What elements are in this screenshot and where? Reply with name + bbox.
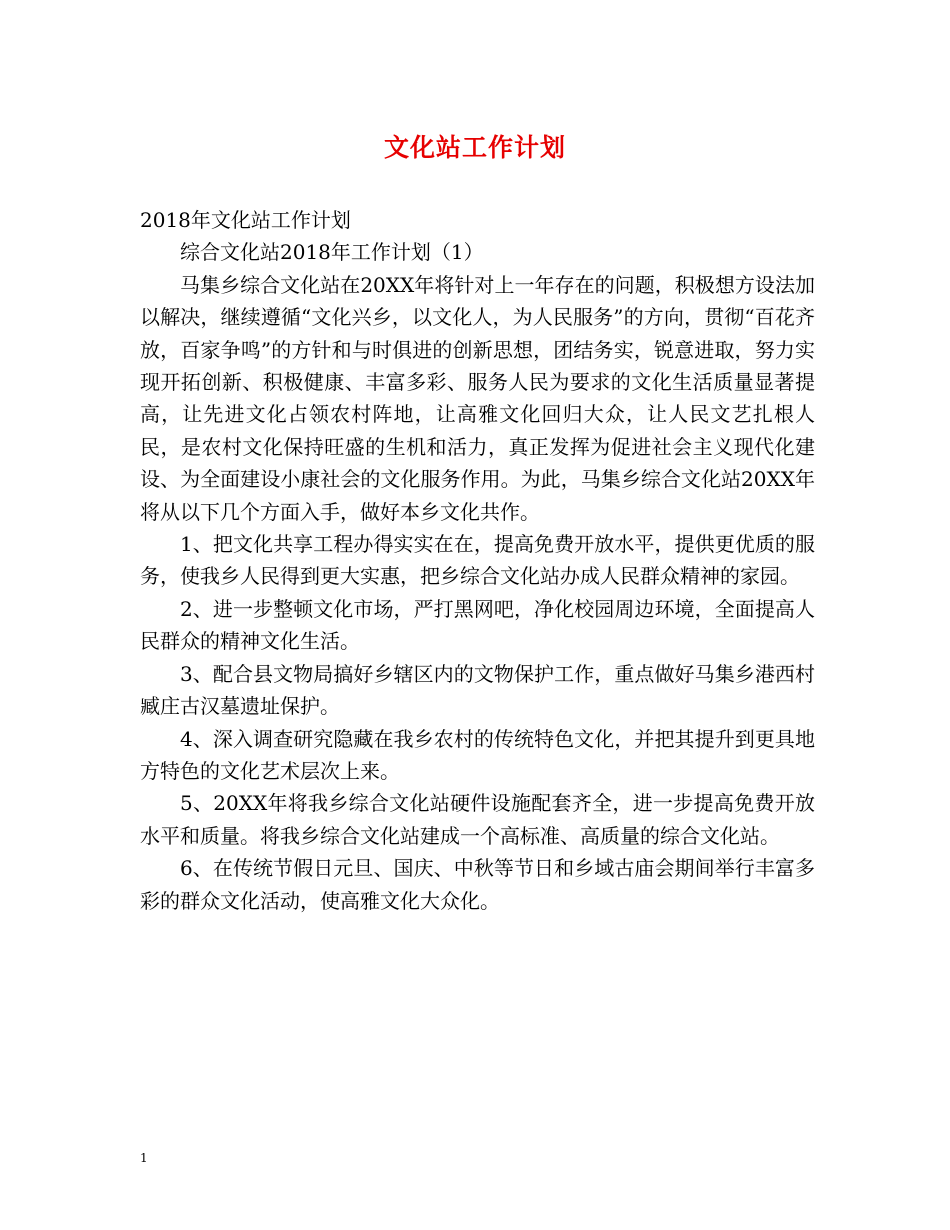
- page-number: 1: [140, 1151, 148, 1165]
- paragraph-item-4: 4、深入调查研究隐藏在我乡农村的传统特色文化，并把其提升到更具地方特色的文化艺术层次上来。: [140, 726, 815, 783]
- document-body: [140, 204, 815, 917]
- document-subheading: 综合文化站2018年工作计划（1）: [180, 240, 484, 265]
- paragraph-item-6: 6、在传统节假日元旦、国庆、中秋等节日和乡域古庙会期间举行丰富多彩的群众文化活动，使高雅文化大众化。: [140, 856, 815, 913]
- paragraph-item-1: 1、把文化共享工程办得实实在在，提高免费开放水平，提供更优质的服务，使我乡人民得到更大实惠，把乡综合文化站办成人民群众精神的家园。: [140, 532, 815, 589]
- paragraph-item-5: 5、20XX年将我乡综合文化站硬件设施配套齐全，进一步提高免费开放水平和质量。将我乡综合文化站建成一个高标准、高质量的综合文化站。: [140, 791, 815, 848]
- document-heading: 2018年文化站工作计划: [140, 208, 351, 232]
- paragraph-intro: 马集乡综合文化站在20XX年将针对上一年存在的问题，积极想方设法加以解决，继续遵循“文化兴乡，以文化人，为人民服务”的方向，贯彻“百花齐放，百家争鸣”的方针和与时俱进的创新思想，团结务实，锐意进取，努力实现开拓创新、积极健康、丰富多彩、服务人民为要求的文化生活质量显著提高，让先进文化占领农村阵地，让高雅文化回归大众，让人民文艺扎根人民，是农村文化保持旺盛的生机和活力，真正发挥为促进社会主义现代化建设、为全面建设小康社会的文化服务作用。为此，马集乡综合文化站20XX年将从以下几个方面入手，做好本乡文化共作。: [140, 272, 815, 524]
- document-title: 文化站工作计划: [383, 133, 566, 162]
- paragraph-item-2: 2、进一步整顿文化市场，严打黑网吧，净化校园周边环境，全面提高人民群众的精神文化生活。: [140, 596, 815, 654]
- paragraph-item-3: 3、配合县文物局搞好乡辖区内的文物保护工作，重点做好马集乡港西村臧庄古汉墓遗址保护。: [140, 661, 815, 719]
